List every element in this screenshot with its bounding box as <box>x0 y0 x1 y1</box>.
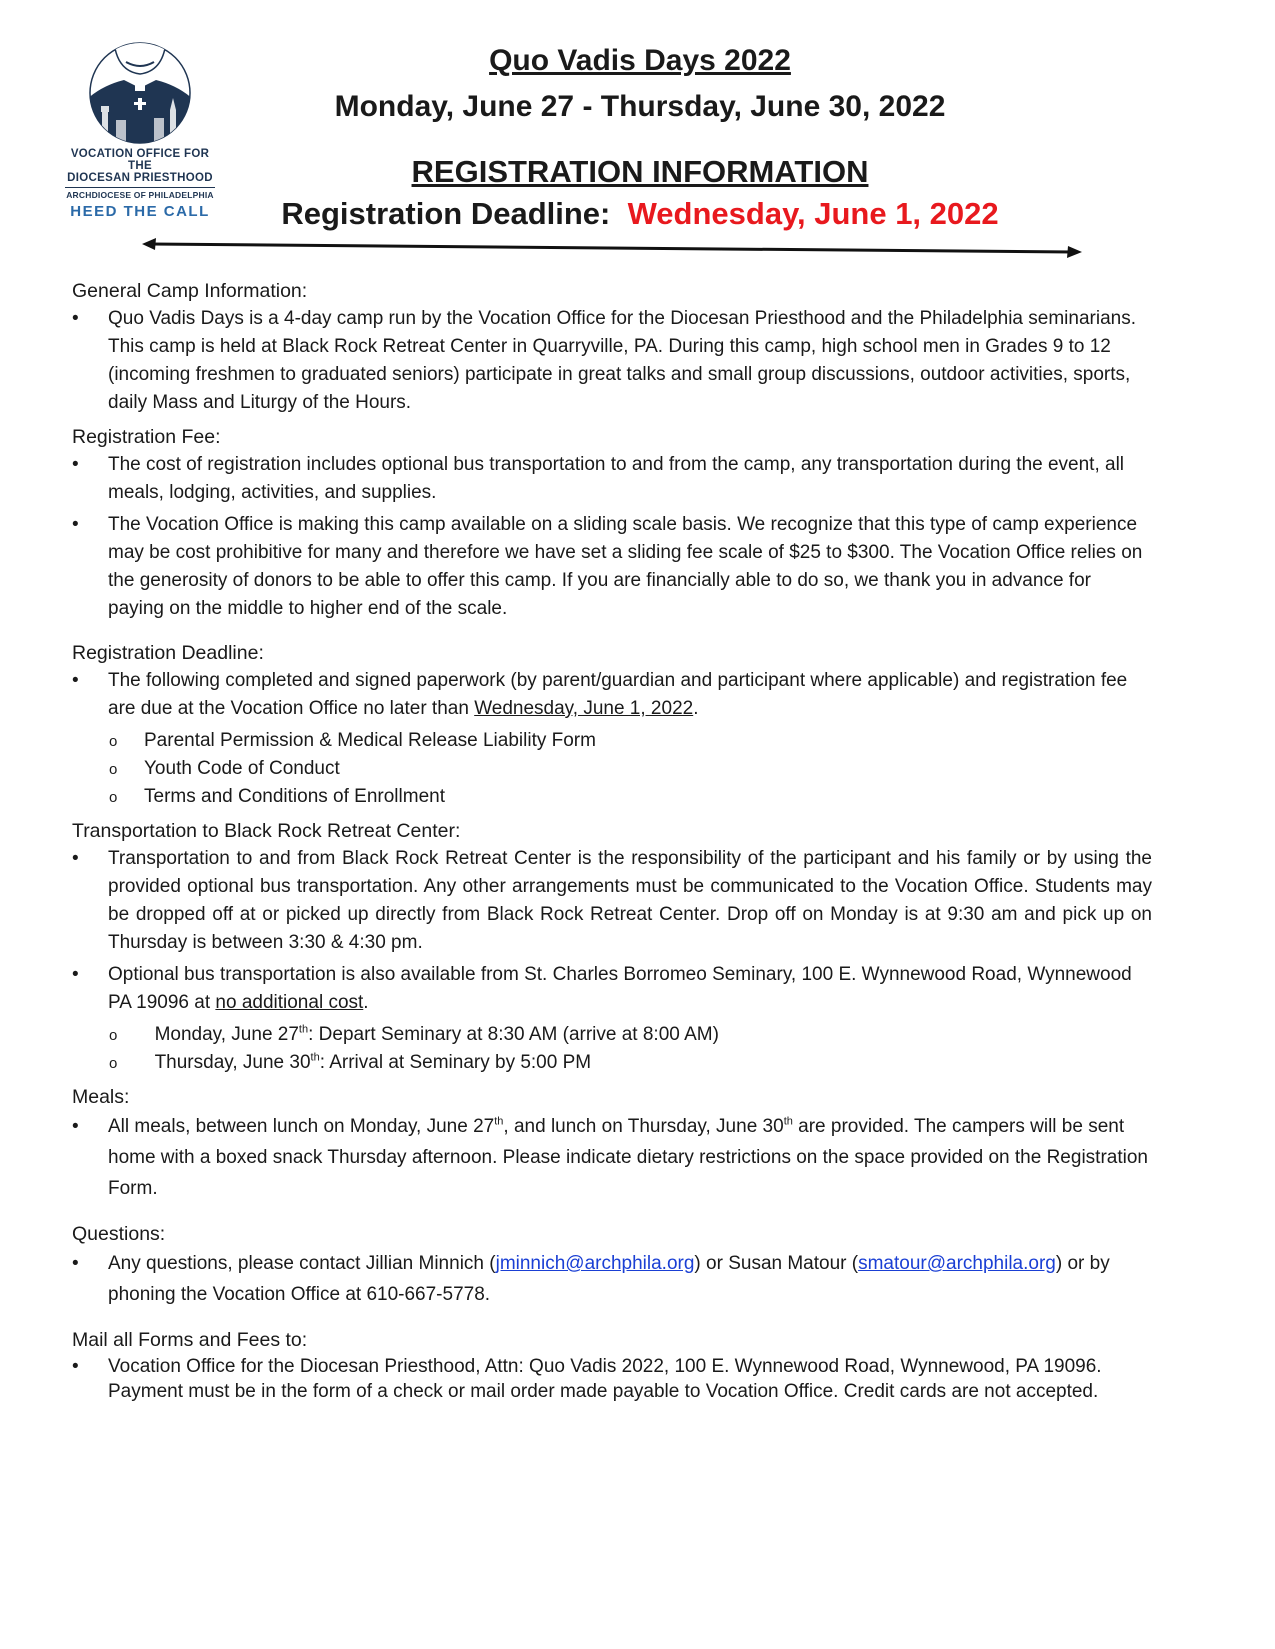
questions-text: ) or Susan Matour ( <box>694 1253 859 1274</box>
section-heading-mail: Mail all Forms and Fees to: <box>72 1329 308 1351</box>
list-item: • Quo Vadis Days is a 4-day camp run by the Vocation Office for the Diocesan Priesthood and the Philadelphia seminarians. This camp is held at Black Rock Retreat Center in Quarryville, PA. During this camp, high school men in Grades 9 to 12 (incoming freshmen to graduated seniors) participate in great talks and small group discussions, outdoor activities, sports, daily Mass and Liturgy of the Hours. <box>72 305 1152 417</box>
punctuation: . <box>693 698 699 719</box>
document-body <box>72 277 1152 1410</box>
email-link-smatour[interactable]: smatour@archphila.org <box>858 1253 1056 1274</box>
sublist-item: o Youth Code of Conduct <box>108 755 1152 783</box>
list-item <box>72 1248 1152 1310</box>
list-item <box>72 667 1152 811</box>
questions-list <box>72 1248 1152 1310</box>
ordinal-suffix: th <box>298 1023 309 1036</box>
punctuation: . <box>363 992 369 1013</box>
list-item: • The Vocation Office is making this camp available on a sliding scale basis. We recognize that this type of camp experience may be cost prohibitive for many and therefore we have set a sliding fee scale of $25 to $300. The Vocation Office relies on the generosity of donors to be able to offer this camp. If you are financially able to do so, we thank you in advance for paying on the middle to higher end of the scale. <box>72 511 1152 623</box>
logo-divider <box>65 187 215 188</box>
sublist-item: o Parental Permission & Medical Release Liability Form <box>108 727 1152 755</box>
page-title: Quo Vadis Days 2022 <box>489 44 791 77</box>
double-arrow-divider-icon <box>142 236 1082 260</box>
fee-list <box>72 451 1152 623</box>
questions-text: Any questions, please contact Jillian Minnich ( <box>108 1253 496 1274</box>
section-heading-fee: Registration Fee: <box>72 426 221 448</box>
sublist-item <box>108 1049 1152 1077</box>
section-heading-meals: Meals: <box>72 1086 130 1108</box>
ordinal-suffix: th <box>783 1115 793 1128</box>
deadline-date-inline: Wednesday, June 1, 2022 <box>474 698 694 719</box>
section-heading-transport: Transportation to Black Rock Retreat Center: <box>72 820 461 842</box>
schedule-day: Thursday, June 30 <box>154 1052 311 1073</box>
meals-text: All meals, between lunch on Monday, June 27 <box>108 1116 495 1137</box>
ordinal-suffix: th <box>310 1051 320 1064</box>
mail-list <box>72 1354 1152 1404</box>
deadline-date: Wednesday, June 1, 2022 <box>627 196 999 231</box>
deadline-list <box>72 667 1152 811</box>
section-heading-deadline: Registration Deadline: <box>72 642 264 664</box>
sublist-item: o Terms and Conditions of Enrollment <box>108 783 1152 811</box>
logo-tagline: HEED THE CALL <box>70 203 210 220</box>
list-item: • Transportation to and from Black Rock Retreat Center is the responsibility of the participant and his family or by using the provided optional bus transportation. Any other arrangements must be communicated to the Vocation Office. Students may be dropped off at or picked up directly from Black Rock Retreat Center. Drop off on Monday is at 9:30 am and pick up on Thursday is between 3:30 & 4:30 pm. <box>72 845 1152 957</box>
logo-text-line2: DIOCESAN PRIESTHOOD <box>67 172 213 184</box>
spacer <box>72 1316 1152 1326</box>
email-link-jminnich[interactable]: jminnich@archphila.org <box>495 1253 695 1274</box>
section-heading-general: General Camp Information: <box>72 280 308 302</box>
spacer <box>72 1210 1152 1220</box>
no-cost-text: no additional cost <box>215 992 364 1013</box>
list-item <box>72 1111 1152 1204</box>
transport-bus-text: Optional bus transportation is also available from St. Charles Borromeo Seminary, 100 E. Wynnewood Road, Wynnewood PA 19096 at <box>108 964 1132 1013</box>
section-heading-questions: Questions: <box>72 1223 166 1245</box>
meals-text: are provided. The campers will be sent home with a boxed snack Thursday afternoon. Please indicate dietary restrictions on the space provided on the Registration Form. <box>108 1116 1148 1199</box>
list-item: • Vocation Office for the Diocesan Priesthood, Attn: Quo Vadis 2022, 100 E. Wynnewood Road, Wynnewood, PA 19096. Payment must be in the form of a check or mail order made payable to Vocation Office. Credit cards are not accepted. <box>72 1354 1152 1404</box>
sublist-item <box>108 1021 1152 1049</box>
deadline-intro: The following completed and signed paperwork (by parent/guardian and participant where applicable) and registration fee are due at the Vocation Office no later than <box>108 670 1128 719</box>
priest-emblem-icon <box>80 42 200 144</box>
general-list <box>72 305 1152 417</box>
bus-schedule-sublist <box>108 1021 1152 1077</box>
event-dates: Monday, June 27 - Thursday, June 30, 2022 <box>334 90 946 123</box>
meals-text: , and lunch on Thursday, June 30 <box>503 1116 784 1137</box>
spacer <box>72 629 1152 639</box>
meals-list <box>72 1111 1152 1204</box>
schedule-detail: : Arrival at Seminary by 5:00 PM <box>319 1052 592 1073</box>
deadline-banner <box>230 196 1050 232</box>
transport-list <box>72 845 1152 1077</box>
list-item <box>72 961 1152 1077</box>
list-item: • The cost of registration includes optional bus transportation to and from the camp, any transportation during the event, all meals, lodging, activities, and supplies. <box>72 451 1152 507</box>
forms-sublist <box>108 727 1152 811</box>
registration-heading: REGISTRATION INFORMATION <box>411 154 869 189</box>
schedule-detail: : Depart Seminary at 8:30 AM (arrive at 8:00 AM) <box>308 1024 719 1045</box>
logo-text-line1: VOCATION OFFICE FOR THE <box>70 148 210 172</box>
questions-text: ) or by phoning the Vocation Office at 610-667-5778. <box>108 1253 1110 1305</box>
vocation-office-logo <box>60 42 220 220</box>
logo-text-line3: ARCHDIOCESE OF PHILADELPHIA <box>66 190 214 200</box>
ordinal-suffix: th <box>494 1115 504 1128</box>
deadline-label: Registration Deadline: <box>281 196 611 231</box>
schedule-day: Monday, June 27 <box>154 1024 299 1045</box>
